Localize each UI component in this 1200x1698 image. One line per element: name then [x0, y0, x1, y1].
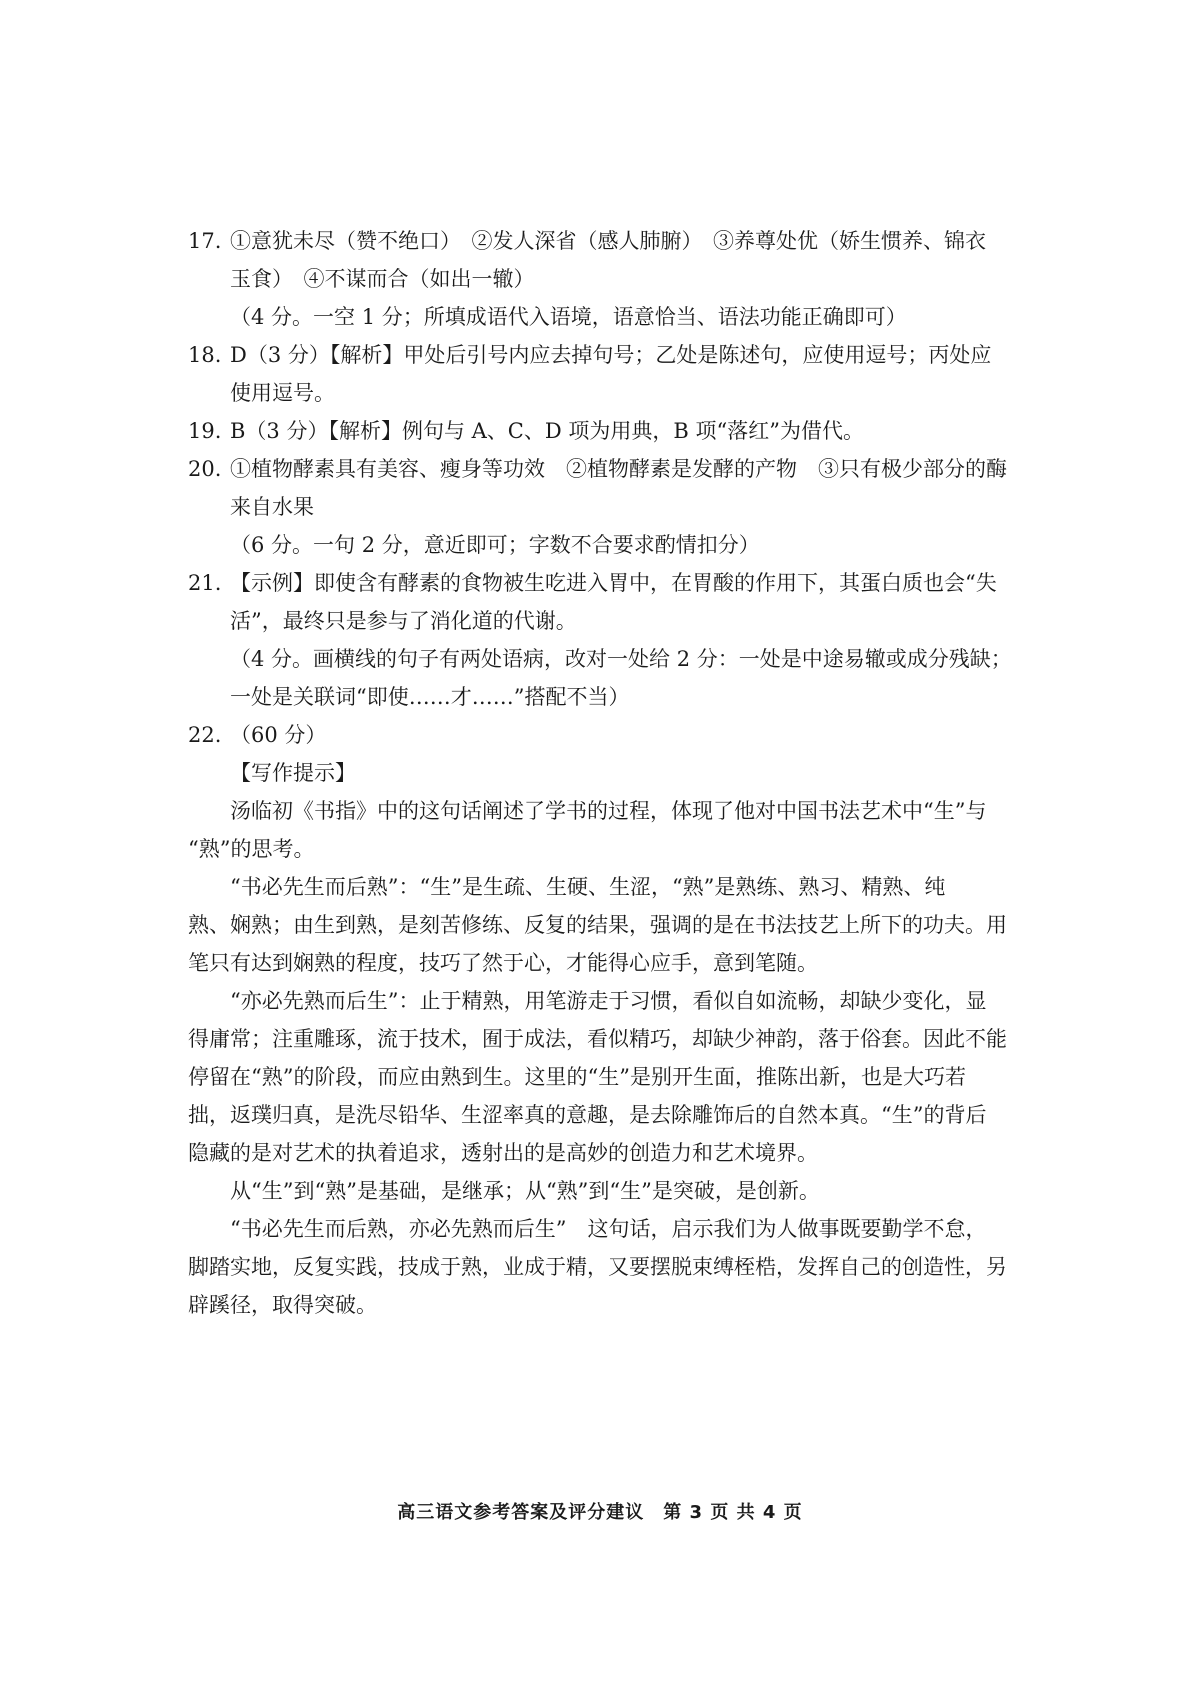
question-17: [188, 222, 1028, 336]
paragraph-5: [188, 1210, 1028, 1324]
paragraph-line: 得庸常；注重雕琢，流于技术，囿于成法，看似精巧，却缺少神韵，落于俗套。因此不能: [188, 1027, 1007, 1051]
q21-line-1: [188, 564, 1028, 602]
q19-answer-text: B（3 分）【解析】例句与 A、C、D 项为用典，B 项“落红”为借代。: [230, 419, 864, 443]
paragraph-line: 隐藏的是对艺术的执着追求，透射出的是高妙的创造力和艺术境界。: [188, 1141, 818, 1165]
q21-line-2: 活”，最终只是参与了消化道的代谢。: [230, 609, 577, 633]
q20-line-2: 来自水果: [230, 495, 314, 519]
question-number: 18.: [188, 343, 222, 367]
page-footer: 高三语文参考答案及评分建议 第 3 页 共 4 页: [397, 1502, 803, 1523]
paragraph-1: [188, 792, 1028, 868]
question-number: 17.: [188, 229, 222, 253]
q17-line-1: [188, 222, 1028, 260]
q17-line-2: 玉食） ④不谋而合（如出一辙）: [230, 267, 535, 291]
question-number: 20.: [188, 457, 222, 481]
paragraph-4: [188, 1172, 1028, 1210]
paragraph-line: 熟、娴熟；由生到熟，是刻苦修练、反复的结果，强调的是在书法技艺上所下的功夫。用: [188, 913, 1007, 937]
paragraph-line: 停留在“熟”的阶段，而应由熟到生。这里的“生”是别开生面，推陈出新，也是大巧若: [188, 1065, 966, 1089]
question-number: 19.: [188, 419, 222, 443]
question-20: [188, 450, 1028, 564]
paragraph-line: “书必先生而后熟”：“生”是生疏、生硬、生涩，“熟”是熟练、熟习、精熟、纯: [230, 875, 946, 899]
q20-answer-text: ①植物酵素具有美容、瘦身等功效 ②植物酵素是发酵的产物 ③只有极少部分的酶: [230, 457, 1007, 481]
question-18: [188, 336, 1028, 412]
paragraph-line: “书必先生而后熟，亦必先熟而后生” 这句话，启示我们为人做事既要勤学不怠，: [230, 1217, 987, 1241]
q20-scoring-note: （6 分。一句 2 分，意近即可；字数不合要求酌情扣分）: [230, 533, 760, 557]
q21-scoring-note-1: （4 分。画横线的句子有两处语病，改对一处给 2 分：一处是中途易辙或成分残缺；: [230, 647, 1012, 671]
writing-hint-heading: 【写作提示】: [230, 761, 356, 785]
paragraph-line: 从“生”到“熟”是基础，是继承；从“熟”到“生”是突破，是创新。: [230, 1179, 820, 1203]
question-19: [188, 412, 1028, 450]
paragraph-line: “熟”的思考。: [188, 837, 315, 861]
paragraph-line: 辟蹊径，取得突破。: [188, 1293, 377, 1317]
q21-answer-text: 【示例】即使含有酵素的食物被生吃进入胃中，在胃酸的作用下，其蛋白质也会“失: [230, 571, 997, 595]
q17-scoring-note: （4 分。一空 1 分；所填成语代入语境，语意恰当、语法功能正确即可）: [230, 305, 907, 329]
q18-line-1: [188, 336, 1028, 374]
paragraph-2: [188, 868, 1028, 982]
q17-answer-text: ①意犹未尽（赞不绝口） ②发人深省（感人肺腑） ③养尊处优（娇生惯养、锦衣: [230, 229, 986, 253]
q20-line-1: [188, 450, 1028, 488]
paragraph-line: 脚踏实地，反复实践，技成于熟，业成于精，又要摆脱束缚桎梏，发挥自己的创造性，另: [188, 1255, 1007, 1279]
paragraph-3: [188, 982, 1028, 1172]
answer-content: [188, 222, 1028, 1324]
q18-line-2: 使用逗号。: [230, 381, 335, 405]
paragraph-line: “亦必先熟而后生”：止于精熟，用笔游走于习惯，看似自如流畅，却缺少变化，显: [230, 989, 987, 1013]
paragraph-line: 笔只有达到娴熟的程度，技巧了然于心，才能得心应手，意到笔随。: [188, 951, 818, 975]
q19-line-1: [188, 412, 1028, 450]
q18-answer-text: D（3 分）【解析】甲处后引号内应去掉句号；乙处是陈述句，应使用逗号；丙处应: [230, 343, 992, 367]
question-number: 21.: [188, 571, 222, 595]
q22-line-1: [188, 716, 1028, 754]
paragraph-line: 拙，返璞归真，是洗尽铅华、生涩率真的意趣，是去除雕饰后的自然本真。“生”的背后: [188, 1103, 987, 1127]
q21-scoring-note-2: 一处是关联词“即使……才……”搭配不当）: [230, 685, 630, 709]
question-22: [188, 716, 1028, 1324]
question-21: [188, 564, 1028, 716]
paragraph-line: 汤临初《书指》中的这句话阐述了学书的过程，体现了他对中国书法艺术中“生”与: [230, 799, 987, 823]
question-number: 22.: [188, 723, 222, 747]
q22-score: （60 分）: [230, 723, 327, 747]
